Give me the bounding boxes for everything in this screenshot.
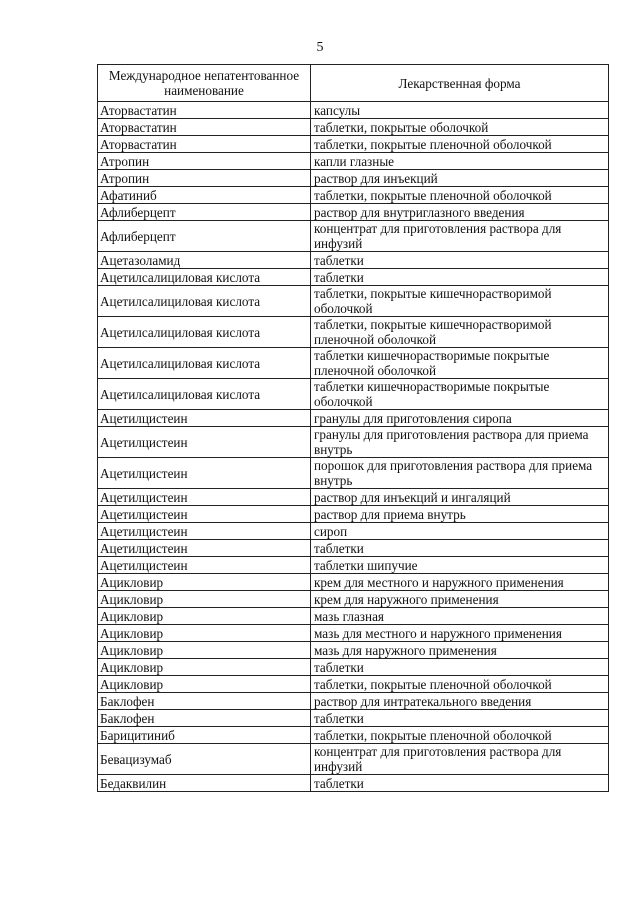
- table-row: [98, 727, 609, 744]
- table-row: [98, 775, 609, 792]
- inn-cell: Ацикловир: [98, 642, 311, 659]
- dosage-form-cell: таблетки, покрытые кишечнорастворимой оболочкой: [311, 286, 609, 317]
- table-row: [98, 221, 609, 252]
- dosage-form-cell: порошок для приготовления раствора для приема внутрь: [311, 458, 609, 489]
- dosage-form-cell: таблетки: [311, 252, 609, 269]
- dosage-form-cell: таблетки, покрытые оболочкой: [311, 119, 609, 136]
- table-row: [98, 506, 609, 523]
- dosage-form-cell: таблетки: [311, 775, 609, 792]
- dosage-form-cell: мазь глазная: [311, 608, 609, 625]
- inn-cell: Ацетилцистеин: [98, 458, 311, 489]
- table-row: [98, 204, 609, 221]
- table-row: [98, 119, 609, 136]
- dosage-form-cell: гранулы для приготовления раствора для приема внутрь: [311, 427, 609, 458]
- inn-cell: Ацетилцистеин: [98, 523, 311, 540]
- inn-cell: Ацетилцистеин: [98, 410, 311, 427]
- table-row: [98, 348, 609, 379]
- inn-cell: Аторвастатин: [98, 136, 311, 153]
- dosage-form-cell: таблетки: [311, 269, 609, 286]
- dosage-form-cell: капли глазные: [311, 153, 609, 170]
- table-row: [98, 136, 609, 153]
- inn-cell: Баклофен: [98, 710, 311, 727]
- inn-cell: Ацикловир: [98, 608, 311, 625]
- dosage-form-cell: раствор для инъекций и ингаляций: [311, 489, 609, 506]
- table-row: [98, 625, 609, 642]
- dosage-form-cell: таблетки: [311, 659, 609, 676]
- inn-cell: Афатиниб: [98, 187, 311, 204]
- table-row: [98, 744, 609, 775]
- inn-cell: Афлиберцепт: [98, 221, 311, 252]
- inn-cell: Ацетилсалициловая кислота: [98, 317, 311, 348]
- table-row: [98, 410, 609, 427]
- drug-table: [97, 64, 609, 792]
- inn-cell: Ацикловир: [98, 625, 311, 642]
- inn-cell: Ацетазоламид: [98, 252, 311, 269]
- inn-cell: Барицитиниб: [98, 727, 311, 744]
- table-row: [98, 379, 609, 410]
- inn-cell: Ацетилцистеин: [98, 557, 311, 574]
- dosage-form-cell: раствор для приема внутрь: [311, 506, 609, 523]
- table-row: [98, 269, 609, 286]
- dosage-form-cell: сироп: [311, 523, 609, 540]
- inn-cell: Ацикловир: [98, 574, 311, 591]
- inn-cell: Ацетилцистеин: [98, 427, 311, 458]
- inn-cell: Ацетилсалициловая кислота: [98, 286, 311, 317]
- table-row: [98, 591, 609, 608]
- dosage-form-cell: крем для местного и наружного применения: [311, 574, 609, 591]
- table-row: [98, 608, 609, 625]
- dosage-form-cell: раствор для интратекального введения: [311, 693, 609, 710]
- table-row: [98, 710, 609, 727]
- dosage-form-cell: таблетки, покрытые пленочной оболочкой: [311, 727, 609, 744]
- table-row: [98, 642, 609, 659]
- header-dosage-form: Лекарственная форма: [311, 65, 609, 102]
- inn-cell: Атропин: [98, 153, 311, 170]
- table-body: [98, 102, 609, 792]
- table-row: [98, 317, 609, 348]
- dosage-form-cell: таблетки, покрытые пленочной оболочкой: [311, 187, 609, 204]
- table-row: [98, 153, 609, 170]
- inn-cell: Ацетилсалициловая кислота: [98, 269, 311, 286]
- table-row: [98, 540, 609, 557]
- dosage-form-cell: таблетки, покрытые кишечнорастворимой пленочной оболочкой: [311, 317, 609, 348]
- inn-cell: Ацетилцистеин: [98, 540, 311, 557]
- inn-cell: Ацетилцистеин: [98, 506, 311, 523]
- dosage-form-cell: таблетки: [311, 540, 609, 557]
- dosage-form-cell: крем для наружного применения: [311, 591, 609, 608]
- table-row: [98, 693, 609, 710]
- table-row: [98, 557, 609, 574]
- inn-cell: Аторвастатин: [98, 102, 311, 119]
- inn-cell: Атропин: [98, 170, 311, 187]
- inn-cell: Аторвастатин: [98, 119, 311, 136]
- dosage-form-cell: таблетки, покрытые пленочной оболочкой: [311, 676, 609, 693]
- dosage-form-cell: таблетки кишечнорастворимые покрытые пленочной оболочкой: [311, 348, 609, 379]
- inn-cell: Ацетилцистеин: [98, 489, 311, 506]
- header-inn: Международное непатентованное наименование: [98, 65, 311, 102]
- inn-cell: Ацетилсалициловая кислота: [98, 379, 311, 410]
- dosage-form-cell: таблетки шипучие: [311, 557, 609, 574]
- dosage-form-cell: таблетки, покрытые пленочной оболочкой: [311, 136, 609, 153]
- table-row: [98, 187, 609, 204]
- dosage-form-cell: таблетки кишечнорастворимые покрытые оболочкой: [311, 379, 609, 410]
- inn-cell: Ацикловир: [98, 676, 311, 693]
- inn-cell: Афлиберцепт: [98, 204, 311, 221]
- dosage-form-cell: раствор для внутриглазного введения: [311, 204, 609, 221]
- inn-cell: Ацетилсалициловая кислота: [98, 348, 311, 379]
- table-row: [98, 427, 609, 458]
- dosage-form-cell: капсулы: [311, 102, 609, 119]
- dosage-form-cell: концентрат для приготовления раствора для инфузий: [311, 744, 609, 775]
- table-row: [98, 170, 609, 187]
- page-number: 5: [316, 40, 324, 55]
- table-row: [98, 102, 609, 119]
- dosage-form-cell: мазь для местного и наружного применения: [311, 625, 609, 642]
- inn-cell: Бевацизумаб: [98, 744, 311, 775]
- table-row: [98, 676, 609, 693]
- table-row: [98, 489, 609, 506]
- inn-cell: Баклофен: [98, 693, 311, 710]
- table-row: [98, 659, 609, 676]
- inn-cell: Ацикловир: [98, 591, 311, 608]
- dosage-form-cell: концентрат для приготовления раствора для инфузий: [311, 221, 609, 252]
- inn-cell: Ацикловир: [98, 659, 311, 676]
- table-header: [98, 65, 609, 102]
- header-row: [98, 65, 609, 102]
- table-row: [98, 458, 609, 489]
- table-row: [98, 523, 609, 540]
- dosage-form-cell: мазь для наружного применения: [311, 642, 609, 659]
- dosage-form-cell: таблетки: [311, 710, 609, 727]
- table-row: [98, 286, 609, 317]
- table-row: [98, 252, 609, 269]
- dosage-form-cell: гранулы для приготовления сиропа: [311, 410, 609, 427]
- table-row: [98, 574, 609, 591]
- dosage-form-cell: раствор для инъекций: [311, 170, 609, 187]
- inn-cell: Бедаквилин: [98, 775, 311, 792]
